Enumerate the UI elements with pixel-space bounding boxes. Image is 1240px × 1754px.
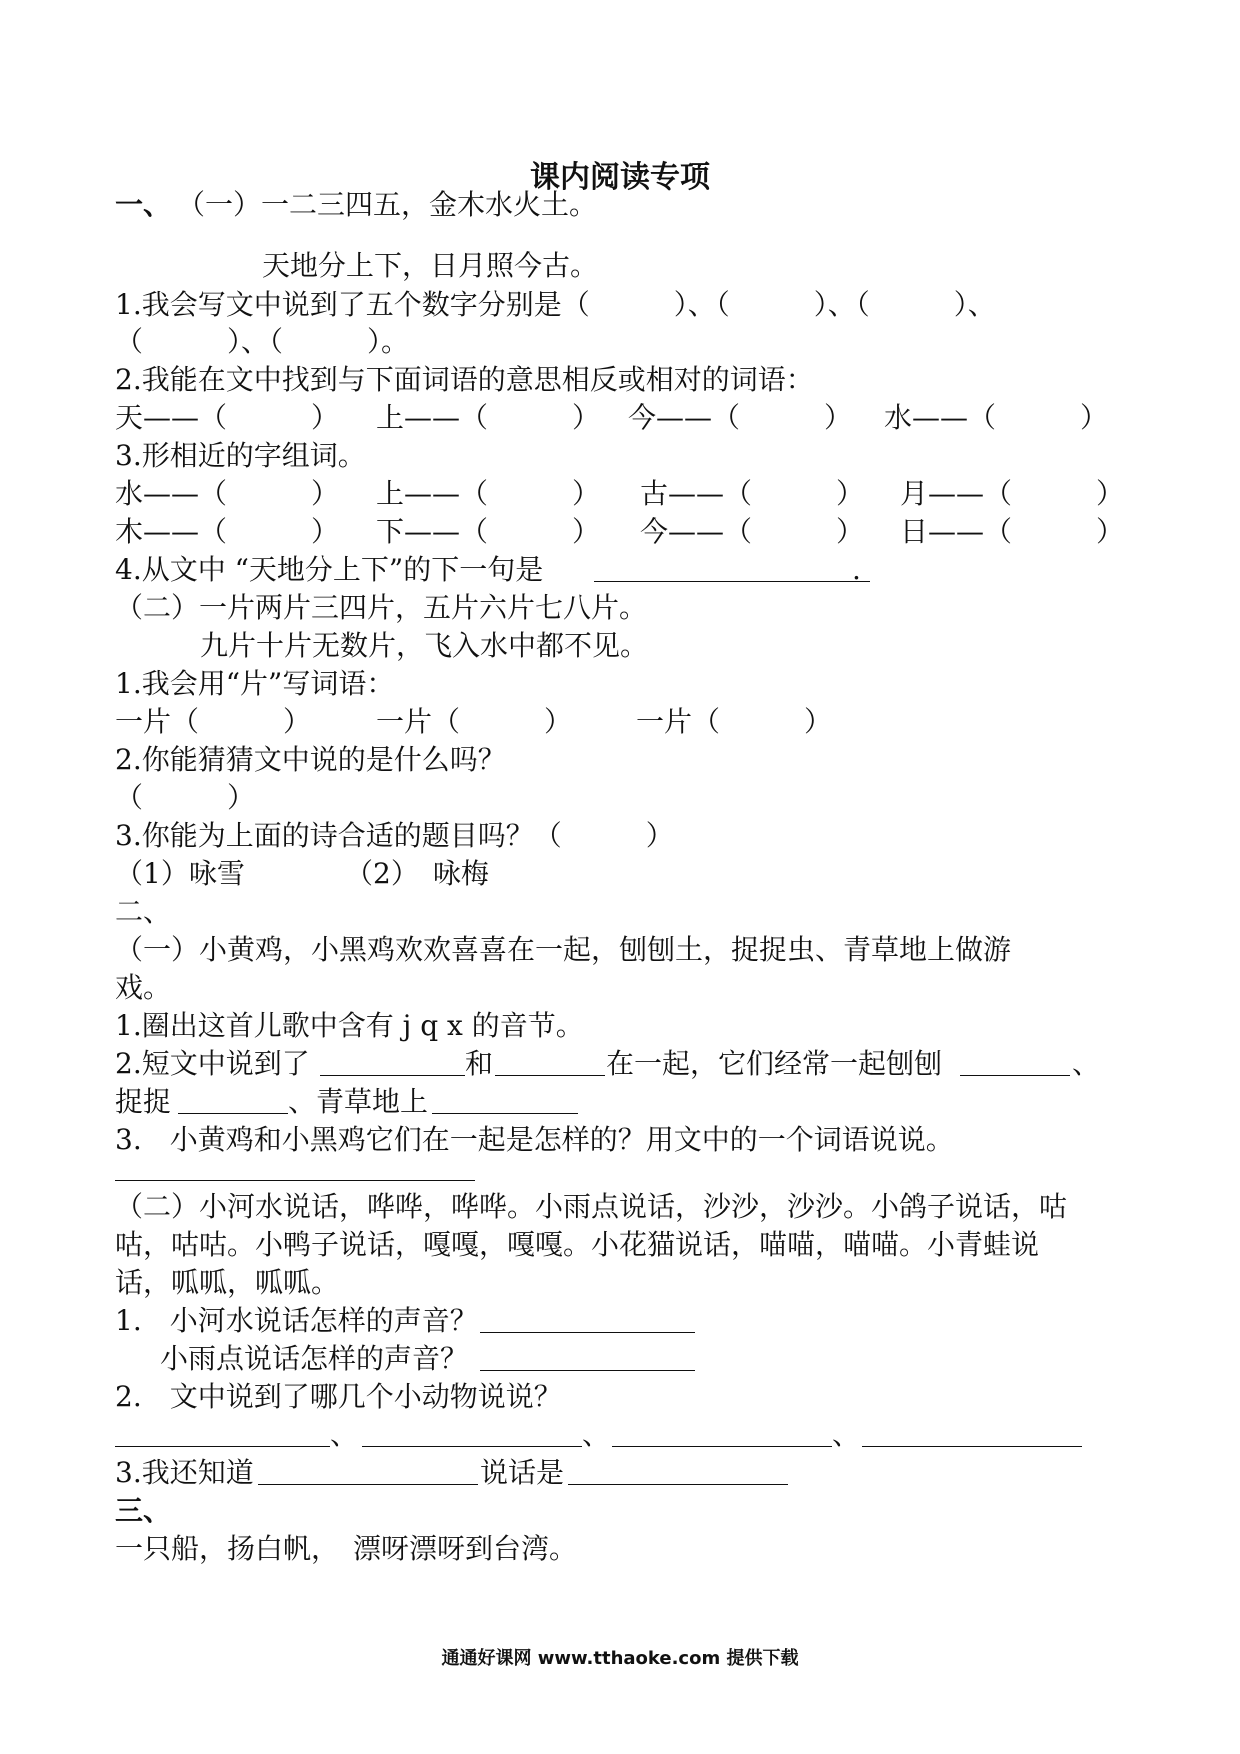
p2-q2-blank-4 xyxy=(178,1113,288,1114)
q2-item-3: 今——（ ） xyxy=(628,401,853,434)
p2-q2-d: 、 xyxy=(1072,1047,1101,1080)
p2-p2q1-line1: 1. 小河水说话怎样的声音？ xyxy=(115,1304,478,1337)
part3-line1: 一只船，扬白帆， 漂呀漂呀到台湾。 xyxy=(115,1532,578,1565)
section-two-heading: 二、 xyxy=(115,895,172,928)
q1-line2: （ ）、（ ）。 xyxy=(115,325,410,358)
page-title: 课内阅读专项 xyxy=(530,160,710,195)
p2-q2-blank-5 xyxy=(432,1113,578,1114)
q3-row1-item-1: 水——（ ） xyxy=(115,477,340,510)
passage2-line1: （二）小河水说话，哗哗，哗哗。小雨点说话，沙沙，沙沙。小鸽子说话，咕 xyxy=(115,1190,1068,1223)
poem1-line2: 天地分上下，日月照今古。 xyxy=(262,249,599,282)
q3-row2-item-1: 木——（ ） xyxy=(115,515,340,548)
q4-answer-line xyxy=(594,581,870,582)
p2-q2-b: 和 xyxy=(465,1047,494,1080)
section-one-heading: 一、 xyxy=(115,188,172,221)
p2-q2-blank-1 xyxy=(320,1075,465,1076)
p2-p2q2-sep-1: 、 xyxy=(330,1418,359,1451)
q3-row2-item-4: 日——（ ） xyxy=(900,515,1125,548)
passage1-line1: （一）小黄鸡，小黑鸡欢欢喜喜在一起，刨刨土，捉捉虫、青草地上做游 xyxy=(115,933,1012,966)
passage2-line3: 话，呱呱，呱呱。 xyxy=(115,1266,340,1299)
q2-item-1: 天——（ ） xyxy=(115,401,340,434)
p2-p2q1-blank-1 xyxy=(480,1332,695,1333)
q3-row1-item-4: 月——（ ） xyxy=(900,477,1125,510)
q1-line1: 1.我会写文中说到了五个数字分别是（ ）、（ ）、（ ）、 xyxy=(115,288,996,321)
footer-credit: 通通好课网 www.tthaoke.com 提供下载 xyxy=(441,1648,799,1669)
p2-p2q3-b: 说话是 xyxy=(480,1456,565,1489)
q4-end: . xyxy=(852,553,861,586)
p2q1-item-1: 一片（ ） xyxy=(115,705,312,738)
passage2-line2: 咕，咕咕。小鸭子说话，嘎嘎，嘎嘎。小花猫说话，喵喵，喵喵。小青蛙说 xyxy=(115,1228,1040,1261)
p2-q2-blank-3 xyxy=(960,1075,1070,1076)
p2-p2q2-blank-4 xyxy=(862,1446,1082,1447)
section-three-heading: 三、 xyxy=(115,1494,172,1527)
poem2-line1: （二）一片两片三四片，五片六片七八片。 xyxy=(115,591,648,624)
passage1-line2: 戏。 xyxy=(115,971,172,1004)
q3-row2-item-2: 下——（ ） xyxy=(376,515,601,548)
q2-item-2: 上——（ ） xyxy=(376,401,601,434)
p2-q3-answer-line xyxy=(115,1180,475,1181)
p2-p2q3-a: 3.我还知道 xyxy=(115,1456,254,1489)
p2-q2-c: 在一起，它们经常一起刨刨 xyxy=(606,1047,943,1080)
p2q1-item-3: 一片（ ） xyxy=(636,705,833,738)
poem2-line2: 九片十片无数片，飞入水中都不见。 xyxy=(200,629,649,662)
q3-row2-item-3: 今——（ ） xyxy=(640,515,865,548)
p2-q2-blank-2 xyxy=(495,1075,605,1076)
p2-p2q2-blank-1 xyxy=(115,1446,330,1447)
p2q1-text: 1.我会用“片”写词语： xyxy=(115,667,395,700)
p2-p2q2-blank-2 xyxy=(362,1446,582,1447)
poem1-line1: （一）一二三四五，金木水火土。 xyxy=(177,188,598,221)
q2-text: 2.我能在文中找到与下面词语的意思相反或相对的词语： xyxy=(115,363,814,396)
p2-q2-e: 捉捉 xyxy=(115,1085,172,1118)
p2q2-text: 2.你能猜猜文中说的是什么吗？ xyxy=(115,743,506,776)
q3-row1-item-2: 上——（ ） xyxy=(376,477,601,510)
p2q3-option-1: （1）咏雪 xyxy=(115,857,245,890)
p2-q3: 3. 小黄鸡和小黑鸡它们在一起是怎样的？用文中的一个词语说说。 xyxy=(115,1123,954,1156)
p2-q1: 1.圈出这首儿歌中含有 j q x 的音节。 xyxy=(115,1009,584,1042)
p2q3-option-2: （2） 咏梅 xyxy=(345,857,489,890)
p2-p2q1-line2: 小雨点说话怎样的声音？ xyxy=(160,1342,469,1375)
p2-q2-a: 2.短文中说到了 xyxy=(115,1047,310,1080)
p2q3-text: 3.你能为上面的诗合适的题目吗？（ ） xyxy=(115,819,674,852)
p2q2-answer: （ ） xyxy=(115,781,256,814)
p2-p2q2-sep-2: 、 xyxy=(582,1418,611,1451)
q3-row1-item-3: 古——（ ） xyxy=(640,477,865,510)
p2-p2q1-blank-2 xyxy=(480,1370,695,1371)
q4-text: 4.从文中 “天地分上下”的下一句是 xyxy=(115,553,544,586)
q3-text: 3.形相近的字组词。 xyxy=(115,439,366,472)
p2-p2q2-blank-3 xyxy=(612,1446,832,1447)
p2-p2q2-sep-3: 、 xyxy=(832,1418,861,1451)
p2-p2q2: 2. 文中说到了哪几个小动物说说？ xyxy=(115,1380,562,1413)
p2-q2-f: 、青草地上 xyxy=(288,1085,429,1118)
p2-p2q3-blank-1 xyxy=(258,1484,478,1485)
q2-item-4: 水——（ ） xyxy=(884,401,1109,434)
p2q1-item-2: 一片（ ） xyxy=(376,705,573,738)
p2-p2q3-blank-2 xyxy=(568,1484,788,1485)
